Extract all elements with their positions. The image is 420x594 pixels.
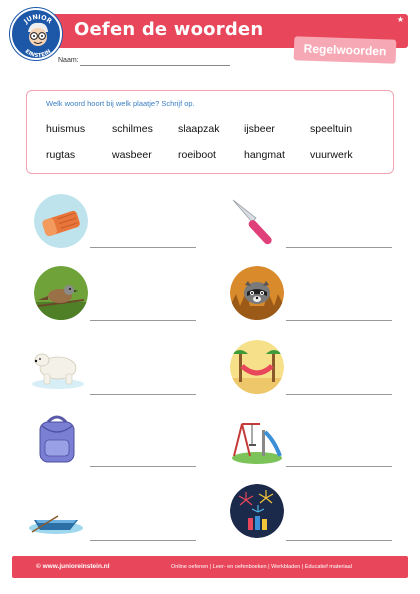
word-bank-item: schilmes bbox=[112, 123, 153, 135]
category-tag-label: Regelwoorden bbox=[303, 41, 387, 59]
page-title: Oefen de woorden bbox=[74, 19, 264, 40]
svg-text:JUNIOR: JUNIOR bbox=[22, 12, 54, 26]
answer-line[interactable] bbox=[90, 320, 196, 321]
sparrow-icon bbox=[34, 266, 88, 320]
polar-bear-icon bbox=[28, 340, 82, 394]
svg-text:EINSTEIN: EINSTEIN bbox=[23, 48, 53, 60]
answer-line[interactable] bbox=[90, 466, 196, 467]
word-bank-item: wasbeer bbox=[112, 149, 152, 161]
word-bank-item: roeiboot bbox=[178, 149, 216, 161]
junior-einstein-logo bbox=[10, 8, 62, 60]
category-tag bbox=[294, 36, 397, 64]
star-icon: ★ bbox=[396, 15, 404, 24]
peeling-knife-icon bbox=[230, 194, 284, 248]
instruction-text: Welk woord hoort bij welk plaatje? Schrijf op. bbox=[46, 99, 195, 108]
rowboat-icon bbox=[28, 498, 82, 552]
answer-line[interactable] bbox=[286, 320, 392, 321]
answer-line[interactable] bbox=[90, 247, 196, 248]
footer-links[interactable]: Online oefenen | Leer- en oefenboeken | Werkbladen | Educatief materiaal bbox=[171, 564, 352, 570]
playground-icon bbox=[230, 414, 284, 468]
hammock-icon bbox=[230, 340, 284, 394]
raccoon-icon bbox=[230, 266, 284, 320]
answer-line[interactable] bbox=[286, 540, 392, 541]
word-bank-item: slaapzak bbox=[178, 123, 220, 135]
word-bank-item: ijsbeer bbox=[244, 123, 275, 135]
backpack-icon bbox=[30, 412, 84, 466]
word-bank-item: huismus bbox=[46, 123, 86, 135]
word-bank-item: vuurwerk bbox=[310, 149, 353, 161]
word-bank-item: speeltuin bbox=[310, 123, 353, 135]
fireworks-icon bbox=[230, 484, 284, 538]
name-label: Naam: bbox=[58, 57, 79, 64]
word-bank-item: hangmat bbox=[244, 149, 285, 161]
word-bank-item: rugtas bbox=[46, 149, 76, 161]
answer-line[interactable] bbox=[90, 394, 196, 395]
footer-website-link[interactable]: © www.junioreinstein.nl bbox=[36, 563, 110, 570]
answer-line[interactable] bbox=[286, 394, 392, 395]
sleeping-bag-icon bbox=[34, 194, 88, 248]
answer-line[interactable] bbox=[286, 247, 392, 248]
answer-line[interactable] bbox=[286, 466, 392, 467]
name-field[interactable] bbox=[80, 65, 230, 66]
answer-line[interactable] bbox=[90, 540, 196, 541]
